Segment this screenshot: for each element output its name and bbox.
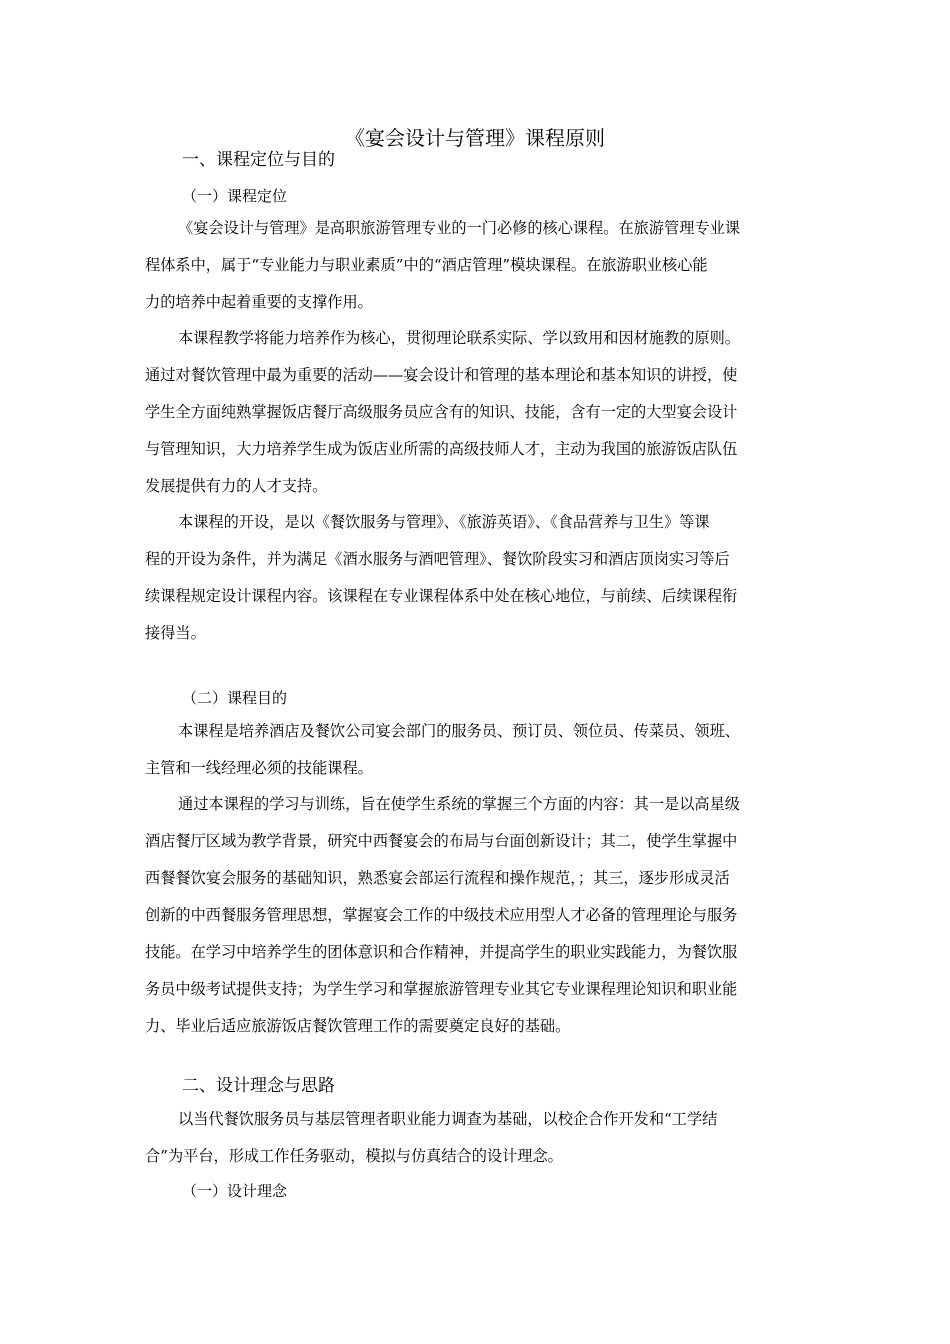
- text-line: 力、毕业后适应旅游饭店餐饮管理工作的需要奠定良好的基础。: [145, 1017, 571, 1035]
- paragraph-design-1: [145, 1101, 809, 1175]
- paragraph-objectives-2: [145, 786, 809, 1045]
- text-line: 合”为平台，形成工作任务驱动，模拟与仿真结合的设计理念。: [145, 1147, 563, 1165]
- text-line: 发展提供有力的人才支持。: [145, 477, 328, 495]
- subsection-heading-design-concept: （一）设计理念: [182, 1182, 288, 1200]
- paragraph-positioning-3: [145, 504, 809, 652]
- text-line: 通过对餐饮管理中最为重要的活动——宴会设计和管理的基本理论和基本知识的讲授，使: [145, 366, 738, 384]
- text-line: 续课程规定设计课程内容。该课程在专业课程体系中处在核心地位，与前续、后续课程衔: [145, 587, 738, 605]
- text-line: 与管理知识，大力培养学生成为饭店业所需的高级技师人才，主动为我国的旅游饭店队伍: [145, 440, 738, 458]
- text-line: 主管和一线经理必须的技能课程。: [145, 759, 373, 777]
- text-line: 以当代餐饮服务员与基层管理者职业能力调查为基础，以校企合作开发和“工学结: [178, 1110, 718, 1128]
- text-line: 本课程教学将能力培养作为核心，贯彻理论联系实际、学以致用和因材施教的原则。: [178, 329, 740, 347]
- text-line: 本课程的开设，是以《餐饮服务与管理》、《旅游英语》、《食品营养与卫生》等课: [178, 513, 710, 531]
- text-line: 《宴会设计与管理》是高职旅游管理专业的一门必修的核心课程。在旅游管理专业课: [178, 219, 740, 237]
- text-line: 接得当。: [145, 624, 206, 642]
- text-line: 通过本课程的学习与训练，旨在使学生系统的掌握三个方面的内容：其一是以高星级: [178, 795, 740, 813]
- text-line: 务员中级考试提供支持；为学生学习和掌握旅游管理专业其它专业课程理论知识和职业能: [145, 980, 738, 998]
- text-line: 西餐餐饮宴会服务的基础知识，熟悉宴会部运行流程和操作规范，；其三，逐步形成灵活: [145, 869, 730, 887]
- text-line: 力的培养中起着重要的支撑作用。: [145, 293, 373, 311]
- paragraph-positioning-2: [145, 320, 809, 505]
- text-line: 程的开设为条件，并为满足《酒水服务与酒吧管理》、餐饮阶段实习和酒店顶岗实习等后: [145, 550, 730, 568]
- section-heading-1: 一、课程定位与目的: [182, 150, 335, 170]
- text-line: 技能。在学习中培养学生的团体意识和合作精神，并提高学生的职业实践能力，为餐饮服: [145, 943, 738, 961]
- section-heading-2: 二、设计理念与思路: [182, 1076, 335, 1096]
- text-line: 本课程是培养酒店及餐饮公司宴会部门的服务员、预订员、领位员、传菜员、领班、: [178, 722, 740, 740]
- text-line: 程体系中，属于“专业能力与职业素质”中的“酒店管理”模块课程。在旅游职业核心能: [145, 256, 708, 274]
- subsection-heading-positioning: （一）课程定位: [182, 187, 288, 205]
- text-line: 创新的中西餐服务管理思想，掌握宴会工作的中级技术应用型人才必备的管理理论与服务: [145, 906, 738, 924]
- paragraph-positioning-1: [145, 210, 809, 321]
- document-title: 《宴会设计与管理》课程原则: [345, 126, 605, 150]
- subsection-heading-objectives: （二）课程目的: [182, 689, 288, 707]
- text-line: 学生全方面纯熟掌握饭店餐厅高级服务员应含有的知识、技能，含有一定的大型宴会设计: [145, 403, 738, 421]
- text-line: 酒店餐厅区域为教学背景，研究中西餐宴会的布局与台面创新设计；其二，使学生掌握中: [145, 832, 738, 850]
- paragraph-objectives-1: [145, 713, 809, 787]
